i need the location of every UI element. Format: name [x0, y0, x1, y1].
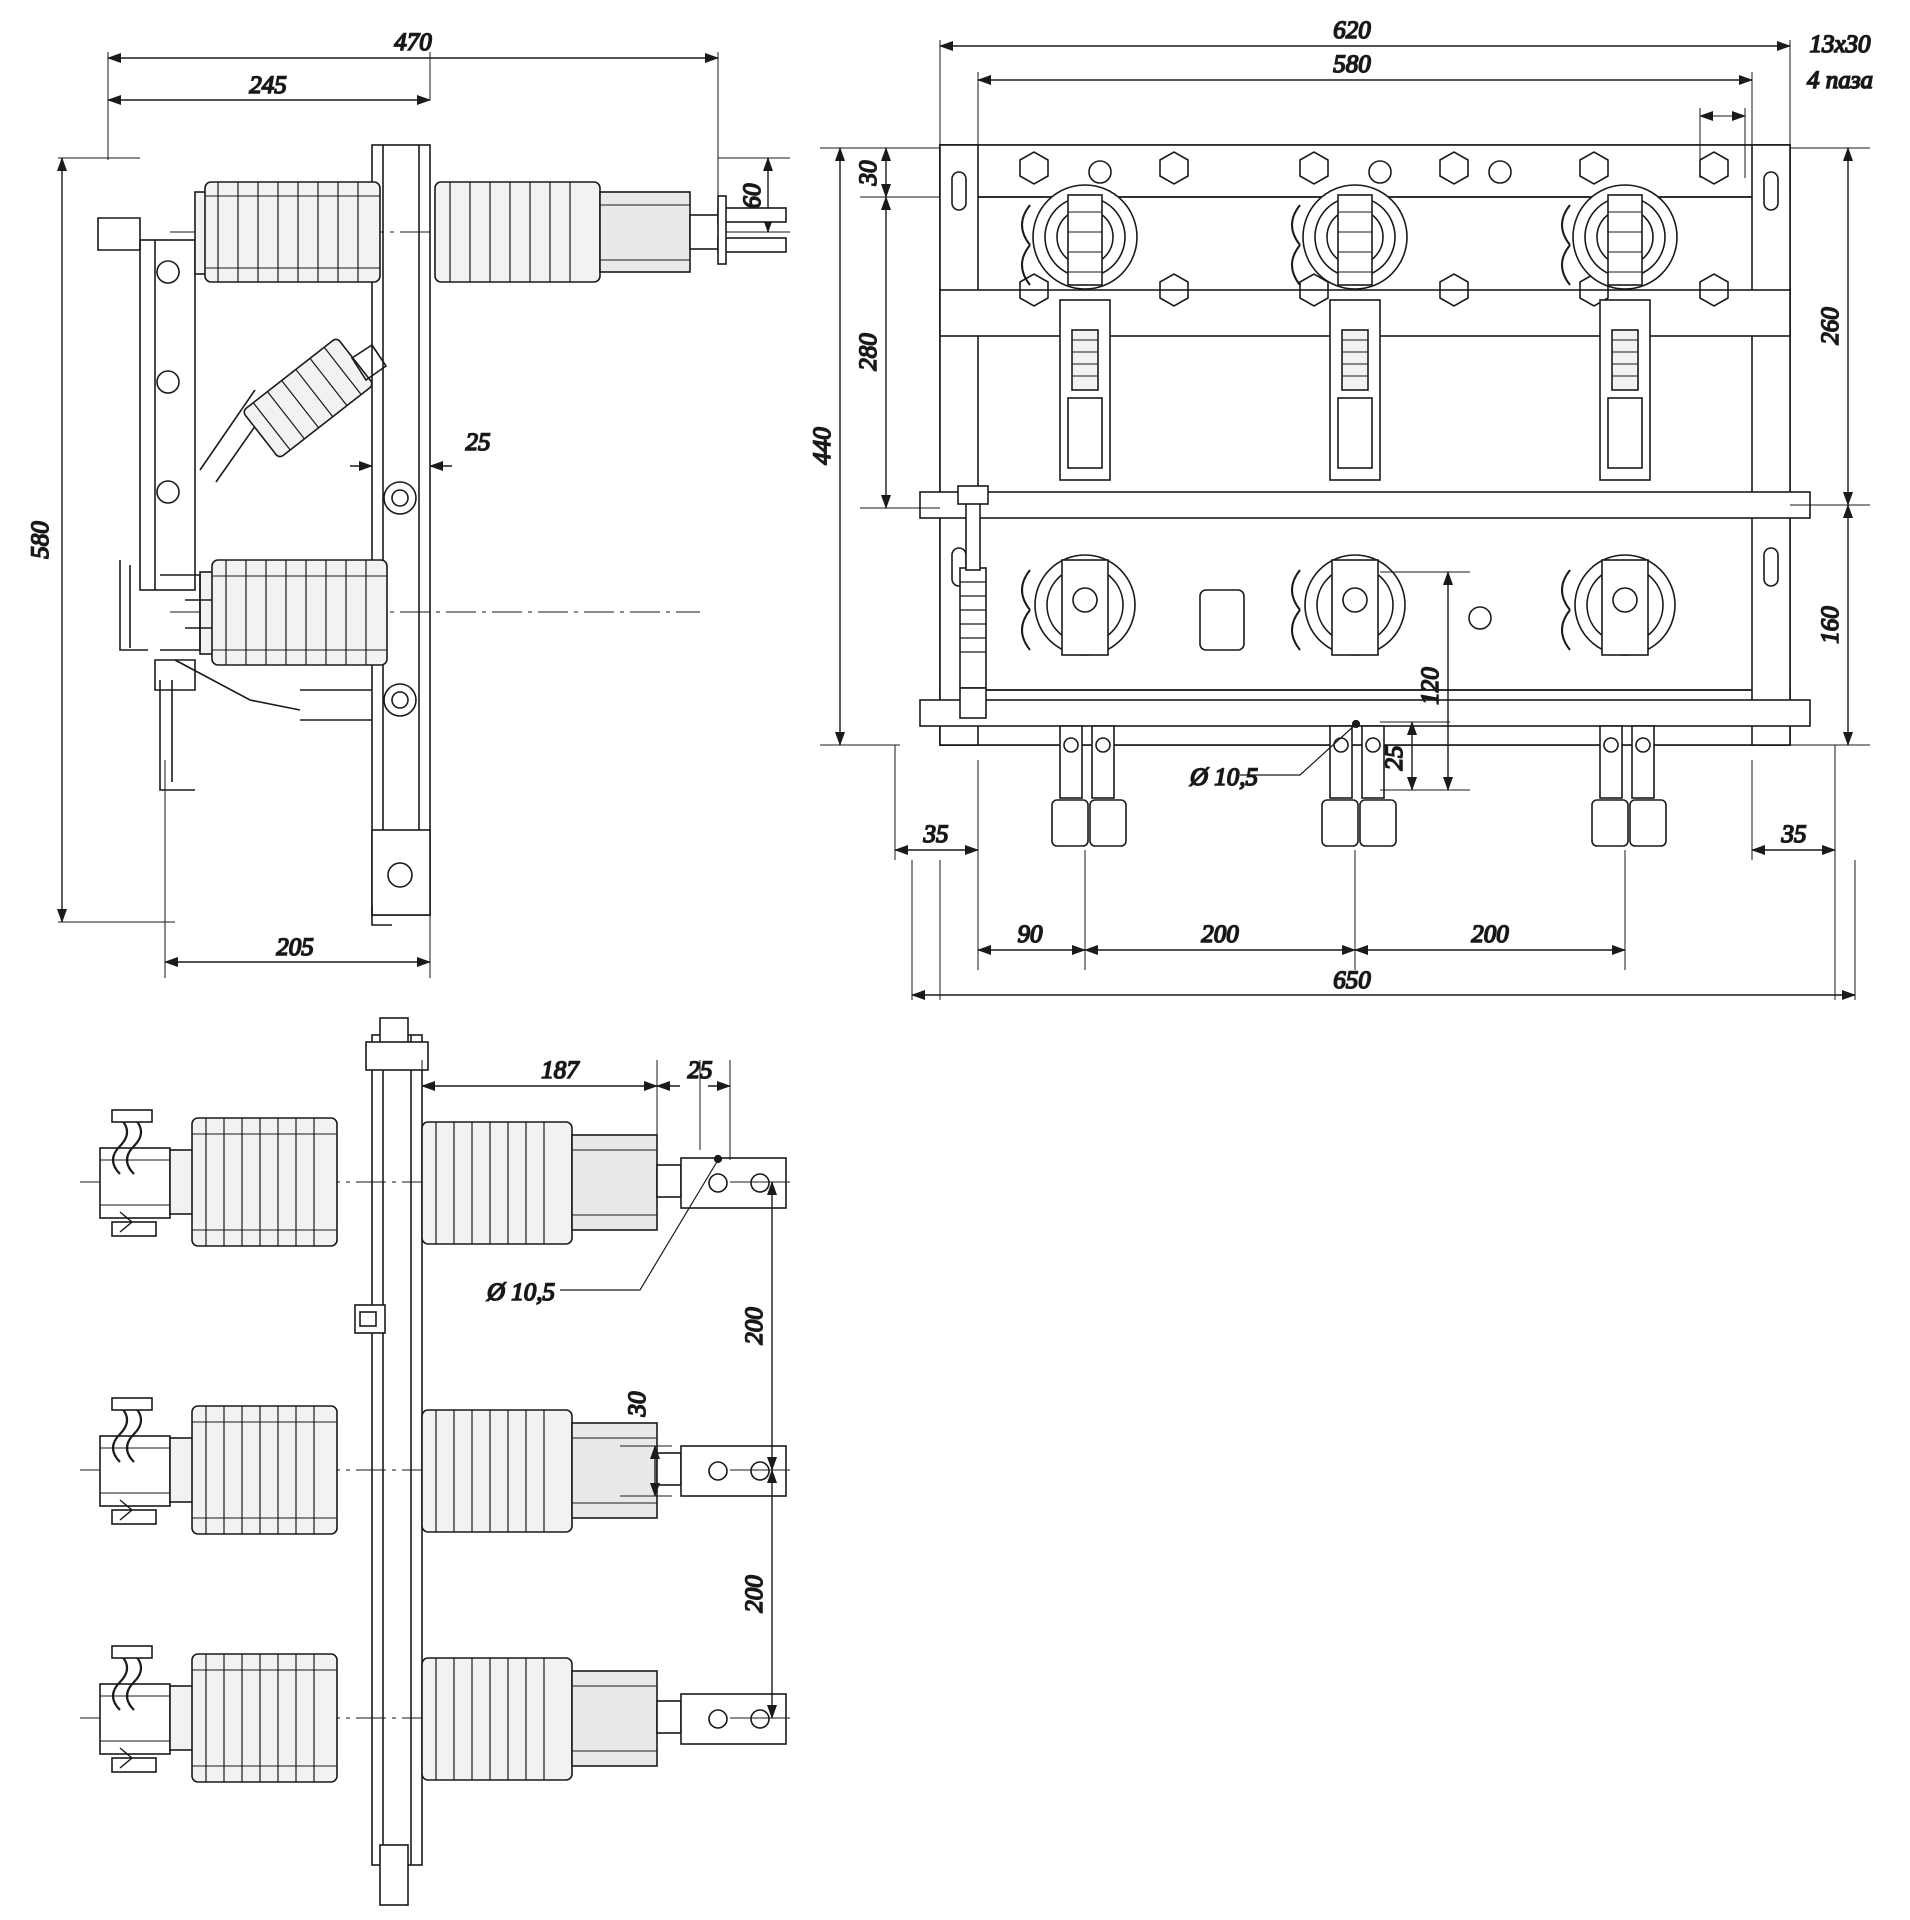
- dim-200-plan-a: 200: [741, 1307, 768, 1345]
- dim-90: 90: [1017, 921, 1043, 948]
- dim-187: 187: [541, 1057, 579, 1084]
- dim-13x30: 13х30: [1809, 31, 1871, 58]
- dim-30-front: 30: [855, 160, 882, 186]
- dim-245: 245: [249, 72, 287, 99]
- dim-580: 580: [1333, 51, 1371, 78]
- dim-25-plan: 25: [687, 1057, 713, 1084]
- dim-35-left: 35: [923, 821, 949, 848]
- dim-4-slots: 4 паза: [1806, 67, 1874, 94]
- dim-440: 440: [809, 427, 836, 465]
- dim-200-plan-b: 200: [741, 1575, 768, 1613]
- dim-hole-plan: Ø 10,5: [486, 1279, 555, 1306]
- dim-25-side: 25: [465, 429, 491, 456]
- dim-280: 280: [855, 333, 882, 371]
- dim-35-right: 35: [1781, 821, 1807, 848]
- dim-260: 260: [1817, 307, 1844, 345]
- dim-205: 205: [276, 934, 314, 961]
- dim-160: 160: [1817, 606, 1844, 644]
- dim-60: 60: [739, 183, 766, 209]
- dim-25-front: 25: [1381, 745, 1408, 771]
- dim-200-a: 200: [1201, 921, 1239, 948]
- dim-470: 470: [394, 29, 432, 56]
- plan-frame-rail: [372, 1035, 422, 1865]
- dim-650: 650: [1333, 967, 1371, 994]
- dim-120: 120: [1417, 667, 1444, 705]
- dim-620: 620: [1333, 17, 1371, 44]
- dim-580: 580: [27, 521, 54, 559]
- dim-30-plan: 30: [624, 1391, 651, 1417]
- dim-hole-front: Ø 10,5: [1190, 764, 1259, 791]
- dim-200-b: 200: [1471, 921, 1509, 948]
- hole: [1469, 607, 1491, 629]
